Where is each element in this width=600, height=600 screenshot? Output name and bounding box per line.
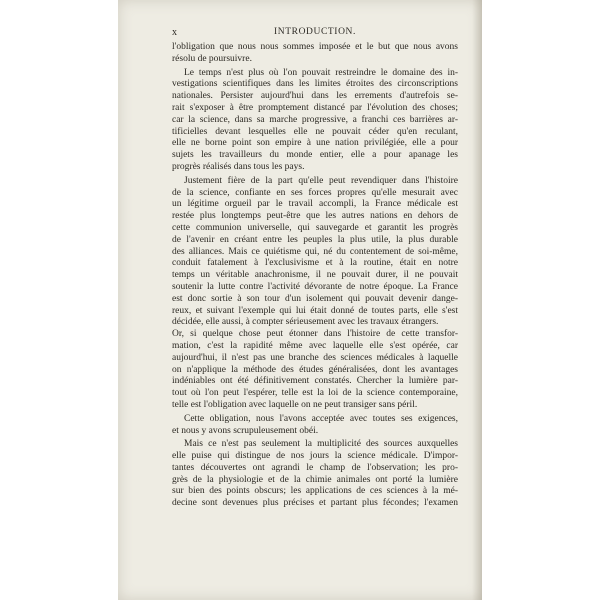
scan-margin-left: [0, 0, 118, 600]
text-line: Or, si quelque chose peut étonner dans l'histoire de cette transfor-: [172, 329, 458, 340]
page-number: x: [172, 27, 177, 38]
text-line: et nous y avons scrupuleusement obéi.: [172, 425, 319, 436]
running-head: INTRODUCTION.: [274, 27, 356, 37]
text-line: résolu de poursuivre.: [172, 53, 252, 64]
text-line: grès de la physiologie et de la chimie animales ont porté la lumière: [172, 474, 458, 485]
text-line: l'obligation que nous nous sommes imposée et le but que nous avons: [172, 42, 458, 52]
paragraph-start-line: Le temps n'est plus où l'on pouvait restreindre le domaine des in-: [184, 67, 458, 78]
page-gutter-shadow: [472, 0, 482, 600]
text-line: telle est l'obligation avec laquelle on ne peut transiger sans péril.: [172, 399, 418, 410]
text-line: on n'applique la méthode des études généralisées, dont les avantages: [172, 364, 458, 375]
text-line: elle puise qui distingue de nos jours la science médicale. D'impor-: [172, 451, 458, 462]
text-line: sujets les travailleurs du monde entier, elle a pour apanage les: [172, 150, 458, 161]
text-line: vestigations scientifiques dans les limites étroites des circonscriptions: [172, 79, 458, 90]
text-line: car la science, dans sa marche progressive, a franchi ces barrières ar-: [172, 114, 458, 125]
paragraph-start-line: Justement fière de la part qu'elle peut revendiquer dans l'histoire: [184, 175, 458, 186]
scan-margin-right: [482, 0, 600, 600]
text-line: elle ne borne point son empire à une nation privilégiée, elle a pour: [172, 138, 458, 149]
text-line: décidée, elle aussi, à compter sérieusement avec les travaux étrangers.: [172, 317, 439, 328]
text-line: de l'avenir en créant entre les peuples la plus utile, la plus durable: [172, 234, 458, 245]
text-line: decine sont devenues plus précises et partant plus fécondes; l'examen: [172, 498, 458, 509]
page-header: [172, 27, 458, 41]
text-line: cette communion universelle, qui sauvegarde et garantit les progrès: [172, 222, 458, 233]
text-line: tificielles devant lesquelles elle ne pouvait céder qu'en reculant,: [172, 126, 458, 137]
body-text: [172, 42, 458, 510]
text-line: rait s'exposer à être promptement distancé par l'évolution des choses;: [172, 102, 458, 113]
text-line: progrès réalisés dans tous les pays.: [172, 161, 305, 172]
paragraph-start-line: Cette obligation, nous l'avons acceptée avec toutes ses exigences,: [184, 413, 458, 424]
text-line: aujourd'hui, il n'est pas une branche des sciences médicales à laquelle: [172, 352, 458, 363]
text-line: temps un véritable anachronisme, il ne pouvait durer, il ne pouvait: [172, 270, 458, 281]
text-line: nationales. Persister aujourd'hui dans les errements d'autrefois se-: [172, 91, 458, 102]
text-line: mation, c'est la rapidité même avec laquelle elle s'est opérée, car: [172, 340, 458, 351]
text-line: sur bien des points obscurs; les applications de ces sciences à la mé-: [172, 486, 458, 497]
text-line: tout où l'on peut l'espérer, telle est la loi de la science contemporaine,: [172, 388, 458, 399]
text-line: tantes découvertes ont agrandi le champ de l'observation; les pro-: [172, 462, 458, 473]
text-line: conduit fatalement à l'exclusivisme et à la routine, était en notre: [172, 258, 458, 269]
text-line: est donc sortie à son tour d'un isolement qui pouvait devenir dange-: [172, 293, 458, 304]
paragraph-start-line: Mais ce n'est pas seulement la multiplicité des sources auxquelles: [184, 439, 458, 450]
text-line: un légitime orgueil par le travail accompli, la France médicale est: [172, 199, 458, 210]
text-line: des alliances. Mais ce quiétisme qui, né du contentement de soi-même,: [172, 246, 458, 257]
text-line: reux, et suivant l'exemple qui lui était donné de toutes parts, elle s'est: [172, 305, 458, 316]
text-line: de la science, confiante en ses forces propres qu'elle mesurait avec: [172, 187, 458, 198]
text-line: indéniables ont été définitivement constatés. Chercher la lumière par-: [172, 376, 458, 387]
text-line: soutenir la lutte contre l'activité dévorante de notre époque. La France: [172, 281, 458, 292]
text-line: restée plus longtemps peut-être que les autres nations en dehors de: [172, 211, 458, 222]
